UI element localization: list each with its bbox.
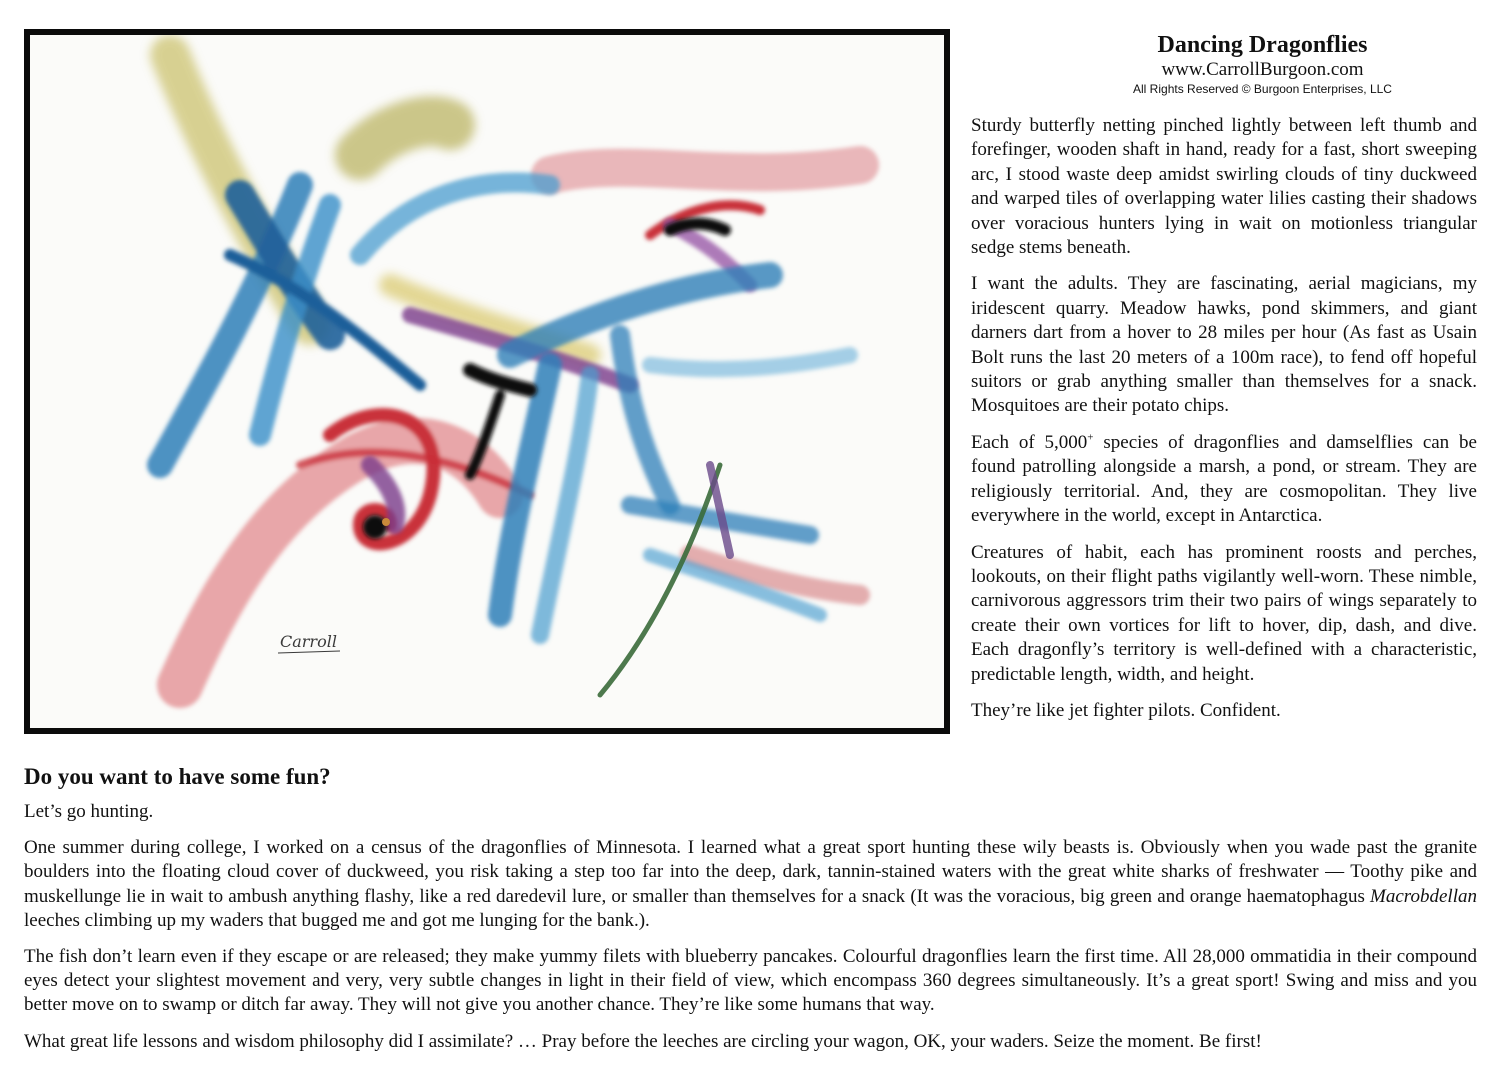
side-paragraph-4: Creatures of habit, each has prominent roosts and perches, lookouts, on their flight paths vigilantly well-worn. These nimble, carnivorous aggressors trim their two pairs of wings separately to create their own vortices for lift to hover, dip, dash, and dive. Each dragonfly’s territory is well-defined with a characteristic, predictable length, width, and height. (971, 541, 1477, 685)
artist-signature: Carroll (280, 632, 337, 651)
side-column-text (971, 114, 1477, 735)
side-paragraph-3-start: Each of 5,000 (971, 431, 1088, 453)
website-link[interactable]: www.CarrollBurgoon.com (1161, 59, 1364, 80)
bottom-paragraph-3: The fish don’t learn even if they escape or are released; they make yummy filets with blueberry pancakes. Colourful dragonflies learn the first time. All 28,000 ommatidia in their compound eyes detect your slightest movement and very, very subtle changes in light in their field of view, which encompass 360 degrees simultaneously. It’s a great sport! Swing and miss and you better move on to swamp or ditch far away. They will not give you another chance. They’re like some humans that way. (24, 946, 1477, 1016)
side-paragraph-2: I want the adults. They are fascinating, aerial magicians, my iridescent quarry. Meadow hawks, pond skimmers, and giant darners dart from a hover to 28 miles per hour (As fast as Usain Bolt runs the last 20 meters of a 100m race), to fend off hopeful suitors or grab anything smaller than themselves for a snack. Mosquitoes are their potato chips. (971, 273, 1477, 417)
copyright-notice: All Rights Reserved © Burgoon Enterprises, LLC (1133, 82, 1392, 96)
side-paragraph-1: Sturdy butterfly netting pinched lightly between left thumb and forefinger, wooden shaft in hand, ready for a fast, short sweeping arc, I stood waste deep amidst swirling clouds of tiny duckweed and warped tiles of overlapping water lilies casting their shadows over voracious hunters lying in wait on motionless triangular sedge stems beneath. (971, 115, 1477, 259)
bottom-paragraph-2-start: One summer during college, I worked on a census of the dragonflies of Minnesota. I learned what a great sport hunting these wily beasts is. Obviously when you wade past the granite boulders into the floating cloud cover of duckweed, you risk taking a step too far into the deep, dark, tannin-stained waters with the great white sharks of freshwater — Toothy pike and muskellunge lie in wait to ambush anything flashy, like a red daredevil lure, or smaller than themselves for a snack (It was the voracious, big green and orange haematophagus (24, 837, 1477, 907)
article-header (1030, 31, 1495, 97)
article-title: Dancing Dragonflies (1157, 32, 1368, 58)
dragonfly-painting (24, 29, 950, 734)
side-paragraph-3-rest: species of dragonflies and damselflies can be found patrolling alongside a marsh, a pond, or stream. They are religiously territorial. And, they are cosmopolitan. They live everywhere in the world, except in Antarctica. (971, 431, 1477, 527)
bottom-paragraph-2-end: leeches climbing up my waders that bugged me and got me lunging for the bank.). (24, 909, 650, 931)
watercolor-dragonflies-artwork (30, 35, 944, 728)
bottom-paragraph-2 (24, 836, 1477, 933)
side-paragraph-3 (971, 431, 1477, 529)
side-paragraph-5: They’re like jet fighter pilots. Confident. (971, 699, 1281, 721)
bottom-paragraph-4: What great life lessons and wisdom philosophy did I assimilate? … Pray before the leeches are circling your wagon, OK, your waders. Seize the moment. Be first! (24, 1030, 1262, 1052)
italic-species-name: Macrobdellan (1370, 885, 1477, 907)
section-heading: Do you want to have some fun? (24, 764, 331, 789)
superscript-plus: + (1087, 431, 1094, 444)
bottom-section (24, 762, 1477, 1066)
bottom-paragraph-1: Let’s go hunting. (24, 801, 154, 822)
